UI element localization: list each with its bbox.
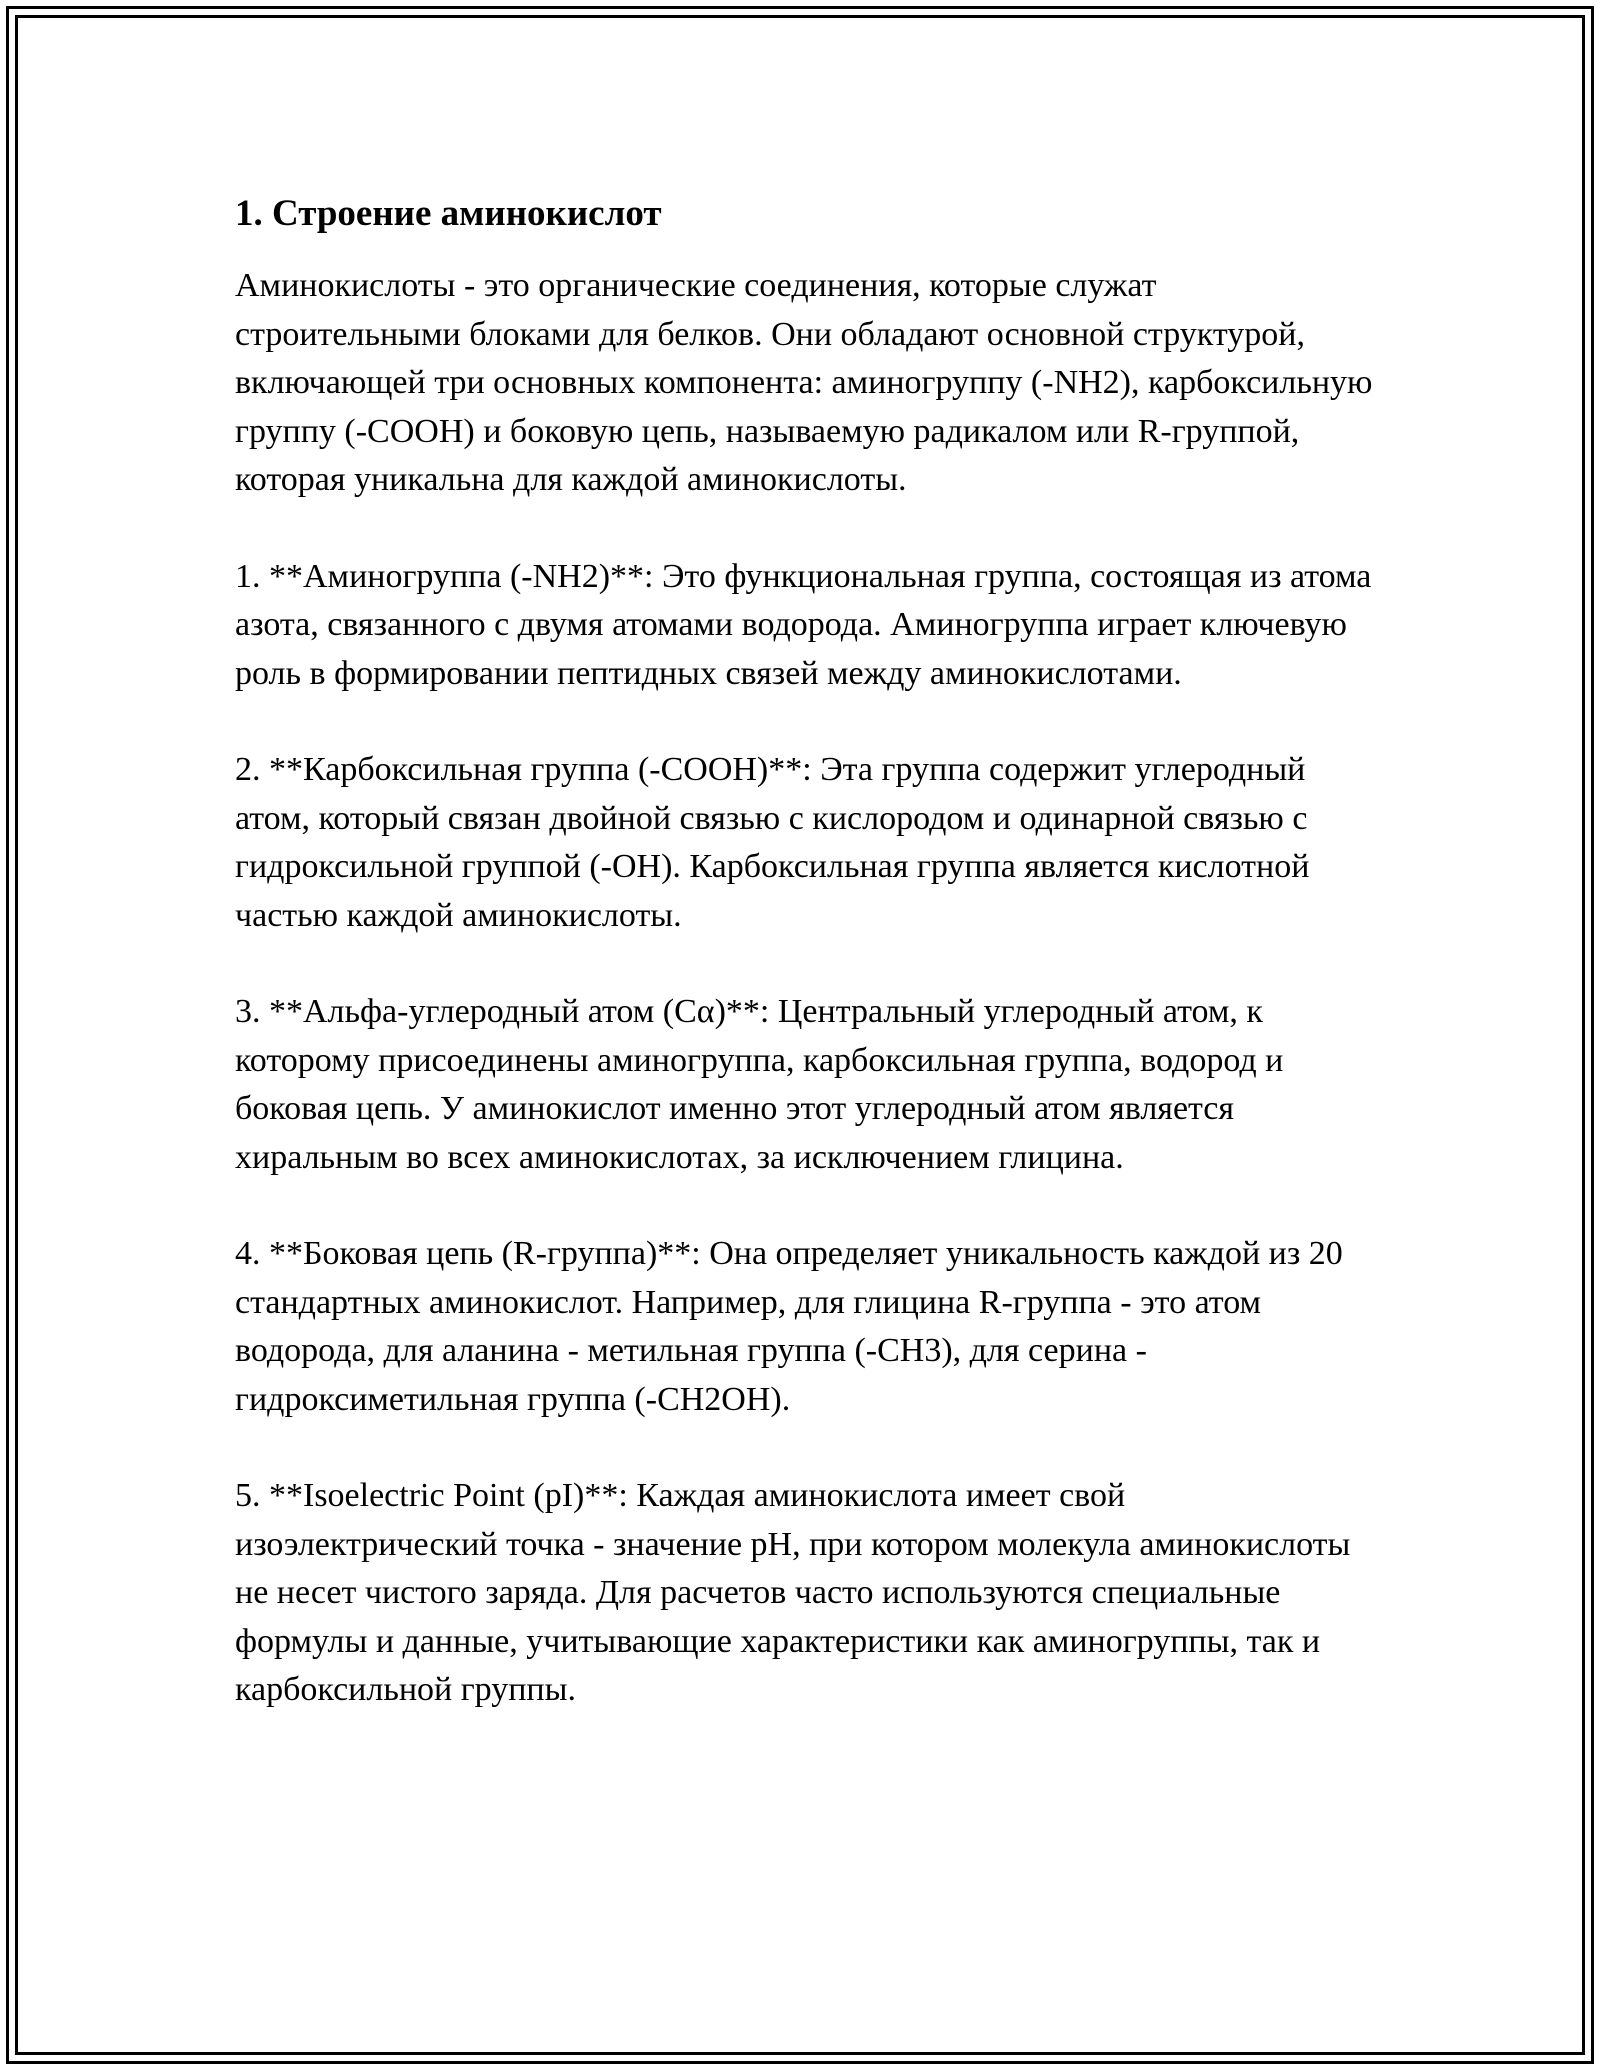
list-item-amino-group: 1. **Аминогруппа (-NH2)**: Это функциональная группа, состоящая из атома азота, связанного с двумя атомами водорода. Аминогруппа играет ключевую роль в формировании пептидных связей между аминокислотами. <box>235 557 1372 692</box>
list-item-carboxyl-group: 2. **Карбоксильная группа (-COOH)**: Эта группа содержит углеродный атом, который связан двойной связью с кислородом и одинарной связью с гидроксильной группой (-OH). Карбоксильная группа является кислотной частью каждой аминокислоты. <box>235 751 1310 934</box>
list-item-isoelectric-point: 5. **Isoelectric Point (pI)**: Каждая аминокислота имеет свой изоэлектрический точка - значение pH, при котором молекула аминокислоты не несет чистого заряда. Для расчетов часто используются специальные формулы и данные, учитывающие характеристики как аминогруппы, так и карбоксильной группы. <box>235 1477 1351 1708</box>
intro-paragraph: Аминокислоты - это органические соединения, которые служат строительными блоками для белков. Они обладают основной структурой, включающей три основных компонента: аминогруппу (-NH2), карбоксильную группу (-COOH) и боковую цепь, называемую радикалом или R-группой, которая уникальна для каждой аминокислоты. <box>235 267 1373 498</box>
document-body <box>235 188 1385 1763</box>
section-heading: 1. Строение аминокислот <box>235 193 662 234</box>
list-item-alpha-carbon: 3. **Альфа-углеродный атом (Cα)**: Центральный углеродный атом, к которому присоединены аминогруппа, карбоксильная группа, водород и боковая цепь. У аминокислот именно этот углеродный атом является хиральным во всех аминокислотах, за исключением глицина. <box>235 993 1284 1176</box>
list-item-side-chain: 4. **Боковая цепь (R-группа)**: Она определяет уникальность каждой из 20 стандартных аминокислот. Например, для глицина R-группа - это атом водорода, для аланина - метильная группа (-CH3), для серина - гидроксиметильная группа (-CH2OH). <box>235 1235 1343 1418</box>
